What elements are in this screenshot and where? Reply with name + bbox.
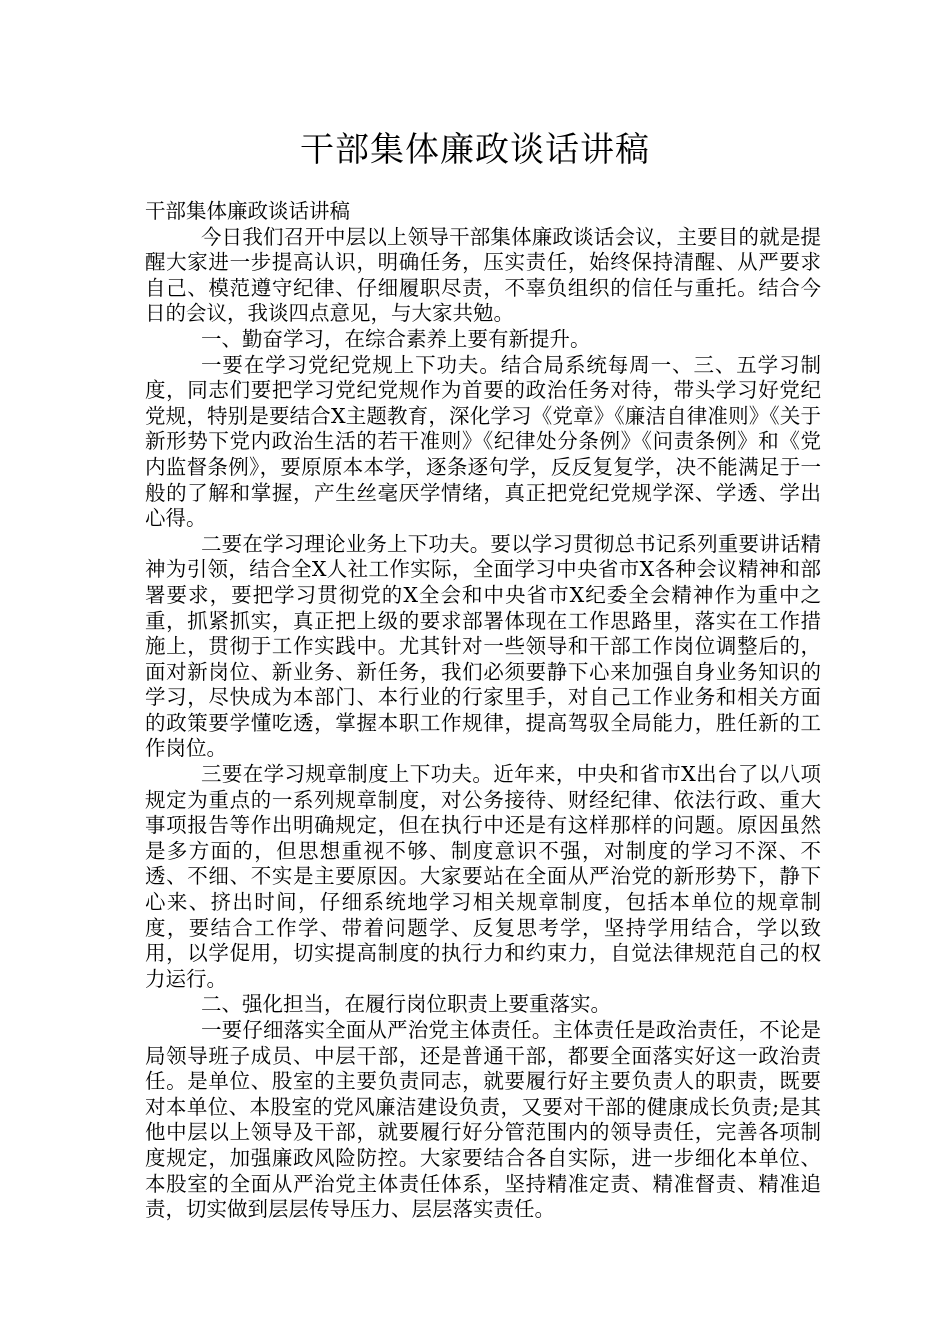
paragraph-opening: 今日我们召开中层以上领导干部集体廉政谈话会议，主要目的就是提醒大家进一步提高认识，明确任务，压实责任，始终保持清醒、从严要求自己、模范遵守纪律、仔细履职尽责，不辜负组织的信任与重托。结合今日的会议，我谈四点意见，与大家共勉。 [145,224,821,326]
section-heading-2: 二、强化担当，在履行岗位职责上要重落实。 [201,992,611,1017]
paragraph-responsibility: 一要仔细落实全面从严治党主体责任。主体责任是政治责任，不论是局领导班子成员、中层干部，还是普通干部，都要全面落实好这一政治责任。是单位、股室的主要负责同志，就要履行好主要负责人的职责，既要对本单位、本股室的党风廉洁建设负责，又要对干部的健康成长负责;是其他中层以上领导及干部，就要履行好分管范围内的领导责任，完善各项制度规定，加强廉政风险防控。大家要结合各自实际，进一步细化本单位、本股室的全面从严治党主体责任体系，坚持精准定责、精准督责、精准追责，切实做到层层传导压力、层层落实责任。 [145,1018,821,1222]
section-heading-1: 一、勤奋学习，在综合素养上要有新提升。 [201,326,591,351]
document-body [145,199,821,1223]
paragraph-study-regulations: 三要在学习规章制度上下功夫。近年来，中央和省市X出台了以八项规定为重点的一系列规章制度，对公务接待、财经纪律、依法行政、重大事项报告等作出明确规定，但在执行中还是有这样那样的问题。原因虽然是多方面的，但思想重视不够、制度意识不强，对制度的学习不深、不透、不细、不实是主要原因。大家要站在全面从严治党的新形势下，静下心来、挤出时间，仔细系统地学习相关规章制度，包括本单位的规章制度，要结合工作学、带着问题学、反复思考学，坚持学用结合，学以致用，以学促用，切实提高制度的执行力和约束力，自觉法律规范自己的权力运行。 [145,762,821,991]
document-subtitle: 干部集体廉政谈话讲稿 [145,199,350,223]
document-title: 干部集体廉政谈话讲稿 [300,130,650,170]
paragraph-study-rules: 一要在学习党纪党规上下功夫。结合局系统每周一、三、五学习制度，同志们要把学习党纪党规作为首要的政治任务对待，带头学习好党纪党规，特别是要结合X主题教育，深化学习《党章》《廉洁自律准则》《关于新形势下党内政治生活的若干准则》《纪律处分条例》《问责条例》和《党内监督条例》，要原原本本学，逐条逐句学，反反复复学，决不能满足于一般的了解和掌握，产生丝毫厌学情绪，真正把党纪党规学深、学透、学出心得。 [145,352,821,531]
paragraph-study-theory: 二要在学习理论业务上下功夫。要以学习贯彻总书记系列重要讲话精神为引领，结合全X人社工作实际，全面学习中央省市X各种会议精神和部署要求，要把学习贯彻党的X全会和中央省市X纪委全会精神作为重中之重，抓紧抓实，真正把上级的要求部署体现在工作思路里，落实在工作措施上，贯彻于工作实践中。尤其针对一些领导和干部工作岗位调整后的，面对新岗位、新业务、新任务，我们必须要静下心来加强自身业务知识的学习，尽快成为本部门、本行业的行家里手，对自己工作业务和相关方面的政策要学懂吃透，掌握本职工作规律，提高驾驭全局能力，胜任新的工作岗位。 [145,531,821,761]
